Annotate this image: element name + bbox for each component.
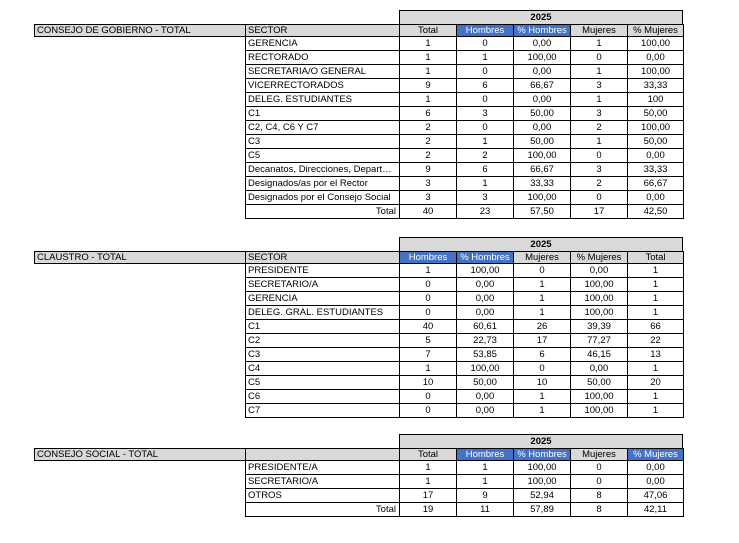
- section-title: CONSEJO SOCIAL - TOTAL: [34, 448, 245, 461]
- value-cell[interactable]: 1: [513, 278, 570, 292]
- table-row[interactable]: [245, 79, 684, 93]
- total-value-cell[interactable]: 42,11: [627, 503, 684, 517]
- value-cell[interactable]: 2: [399, 149, 456, 163]
- total-value-cell[interactable]: 19: [399, 503, 456, 517]
- value-cell[interactable]: 0: [456, 37, 513, 51]
- value-cell[interactable]: 1: [570, 135, 627, 149]
- value-cell[interactable]: 3: [456, 191, 513, 205]
- value-cell[interactable]: 1: [399, 37, 456, 51]
- value-cell[interactable]: 0,00: [570, 362, 627, 376]
- sector-cell[interactable]: C5: [245, 376, 399, 390]
- value-cell[interactable]: 100,00: [570, 404, 627, 418]
- value-cell[interactable]: 1: [456, 135, 513, 149]
- value-cell[interactable]: 100,00: [570, 306, 627, 320]
- value-cell[interactable]: 66,67: [513, 79, 570, 93]
- table-row[interactable]: [245, 306, 684, 320]
- total-value-cell[interactable]: 8: [570, 503, 627, 517]
- value-cell[interactable]: 10: [399, 376, 456, 390]
- sector-cell[interactable]: Designados/as por el Rector: [245, 177, 399, 191]
- value-cell[interactable]: 6: [456, 163, 513, 177]
- column-header: % Hombres: [513, 448, 570, 461]
- value-cell[interactable]: 100,00: [627, 121, 684, 135]
- value-cell[interactable]: 1: [627, 278, 684, 292]
- table-row[interactable]: [245, 121, 684, 135]
- column-header: % Hombres: [513, 24, 570, 37]
- value-cell[interactable]: 1: [399, 362, 456, 376]
- value-cell[interactable]: 0,00: [513, 37, 570, 51]
- table-row[interactable]: [245, 475, 684, 489]
- sector-cell[interactable]: DELEG. ESTUDIANTES: [245, 93, 399, 107]
- sector-cell[interactable]: OTROS: [245, 489, 399, 503]
- total-value-cell[interactable]: 23: [456, 205, 513, 219]
- value-cell[interactable]: 0: [570, 51, 627, 65]
- value-cell[interactable]: 1: [627, 362, 684, 376]
- value-cell[interactable]: 0,00: [513, 65, 570, 79]
- sector-cell[interactable]: RECTORADO: [245, 51, 399, 65]
- header-row: [34, 251, 684, 264]
- sector-header: [245, 448, 399, 461]
- total-value-cell[interactable]: 17: [570, 205, 627, 219]
- table-row[interactable]: [245, 163, 684, 177]
- table-row[interactable]: [245, 278, 684, 292]
- total-label: Total: [245, 205, 399, 219]
- value-cell[interactable]: 100,00: [627, 65, 684, 79]
- column-header: Hombres: [399, 251, 456, 264]
- sector-cell[interactable]: C7: [245, 404, 399, 418]
- table-row[interactable]: [245, 264, 684, 278]
- value-cell[interactable]: 100,00: [456, 264, 513, 278]
- value-cell[interactable]: 0: [399, 404, 456, 418]
- value-cell[interactable]: 17: [513, 334, 570, 348]
- sector-cell[interactable]: C2: [245, 334, 399, 348]
- column-header: % Mujeres: [627, 448, 684, 461]
- value-cell[interactable]: 0,00: [513, 121, 570, 135]
- value-cell[interactable]: 2: [399, 135, 456, 149]
- value-cell[interactable]: 40: [399, 320, 456, 334]
- section-title: CLAUSTRO - TOTAL: [34, 251, 245, 264]
- year-header: 2025: [399, 434, 683, 448]
- value-cell[interactable]: 20: [627, 376, 684, 390]
- value-cell[interactable]: 39,39: [570, 320, 627, 334]
- value-cell[interactable]: 0: [399, 306, 456, 320]
- table-row[interactable]: [245, 362, 684, 376]
- value-cell[interactable]: 0: [570, 461, 627, 475]
- value-cell[interactable]: 60,61: [456, 320, 513, 334]
- value-cell[interactable]: 13: [627, 348, 684, 362]
- value-cell[interactable]: 33,33: [513, 177, 570, 191]
- value-cell[interactable]: 100,00: [570, 292, 627, 306]
- value-cell[interactable]: 1: [399, 51, 456, 65]
- value-cell[interactable]: 3: [570, 163, 627, 177]
- value-cell[interactable]: 47,06: [627, 489, 684, 503]
- value-cell[interactable]: 1: [399, 461, 456, 475]
- value-cell[interactable]: 3: [570, 79, 627, 93]
- column-header: Hombres: [456, 24, 513, 37]
- sector-cell[interactable]: C2, C4, C6 Y C7: [245, 121, 399, 135]
- section-title: CONSEJO DE GOBIERNO - TOTAL: [34, 24, 245, 37]
- column-header: % Hombres: [456, 251, 513, 264]
- value-cell[interactable]: 22,73: [456, 334, 513, 348]
- sector-cell[interactable]: PRESIDENTE: [245, 264, 399, 278]
- column-header: % Mujeres: [627, 24, 684, 37]
- value-cell[interactable]: 100,00: [627, 37, 684, 51]
- value-cell[interactable]: 0: [456, 121, 513, 135]
- sector-header: SECTOR: [245, 251, 399, 264]
- value-cell[interactable]: 1: [456, 51, 513, 65]
- value-cell[interactable]: 8: [570, 489, 627, 503]
- table-row[interactable]: [245, 191, 684, 205]
- column-header: Mujeres: [570, 24, 627, 37]
- sector-cell[interactable]: SECRETARIO/A: [245, 278, 399, 292]
- value-cell[interactable]: 17: [399, 489, 456, 503]
- total-row[interactable]: [245, 503, 684, 517]
- total-value-cell[interactable]: 11: [456, 503, 513, 517]
- table-row[interactable]: [245, 51, 684, 65]
- value-cell[interactable]: 0,00: [570, 264, 627, 278]
- value-cell[interactable]: 100,00: [513, 149, 570, 163]
- total-value-cell[interactable]: 40: [399, 205, 456, 219]
- value-cell[interactable]: 50,00: [627, 135, 684, 149]
- value-cell[interactable]: 46,15: [570, 348, 627, 362]
- sector-cell[interactable]: GERENCIA: [245, 292, 399, 306]
- value-cell[interactable]: 0,00: [627, 475, 684, 489]
- value-cell[interactable]: 1: [570, 65, 627, 79]
- value-cell[interactable]: 6: [513, 348, 570, 362]
- sector-cell[interactable]: C1: [245, 107, 399, 121]
- value-cell[interactable]: 50,00: [513, 107, 570, 121]
- header-row: [34, 24, 684, 37]
- total-value-cell[interactable]: 57,50: [513, 205, 570, 219]
- column-header: Mujeres: [513, 251, 570, 264]
- value-cell[interactable]: 33,33: [627, 163, 684, 177]
- value-cell[interactable]: 77,27: [570, 334, 627, 348]
- sector-cell[interactable]: C6: [245, 390, 399, 404]
- value-cell[interactable]: 1: [456, 475, 513, 489]
- table-row[interactable]: [245, 107, 684, 121]
- value-cell[interactable]: 1: [513, 390, 570, 404]
- value-cell[interactable]: 0,00: [456, 278, 513, 292]
- column-header: Hombres: [456, 448, 513, 461]
- value-cell[interactable]: 3: [570, 107, 627, 121]
- value-cell[interactable]: 66,67: [513, 163, 570, 177]
- sector-cell[interactable]: C4: [245, 362, 399, 376]
- sector-cell[interactable]: C3: [245, 135, 399, 149]
- value-cell[interactable]: 0,00: [513, 93, 570, 107]
- value-cell[interactable]: 33,33: [627, 79, 684, 93]
- value-cell[interactable]: 1: [627, 264, 684, 278]
- value-cell[interactable]: 1: [456, 461, 513, 475]
- table-row[interactable]: [245, 93, 684, 107]
- table-row[interactable]: [245, 461, 684, 475]
- value-cell[interactable]: 0,00: [627, 461, 684, 475]
- value-cell[interactable]: 0,00: [627, 191, 684, 205]
- value-cell[interactable]: 0,00: [456, 306, 513, 320]
- sector-cell[interactable]: Designados por el Consejo Social: [245, 191, 399, 205]
- value-cell[interactable]: 0: [456, 65, 513, 79]
- sector-cell[interactable]: GERENCIA: [245, 37, 399, 51]
- value-cell[interactable]: 100,00: [513, 51, 570, 65]
- value-cell[interactable]: 2: [570, 121, 627, 135]
- sector-cell[interactable]: DELEG. GRAL. ESTUDIANTES: [245, 306, 399, 320]
- column-header: Total: [399, 24, 456, 37]
- table-row[interactable]: [245, 37, 684, 51]
- sector-cell[interactable]: SECRETARIA/O GENERAL: [245, 65, 399, 79]
- value-cell[interactable]: 6: [456, 79, 513, 93]
- sector-cell[interactable]: SECRETARIO/A: [245, 475, 399, 489]
- year-header: 2025: [399, 237, 683, 251]
- value-cell[interactable]: 0: [456, 93, 513, 107]
- value-cell[interactable]: 26: [513, 320, 570, 334]
- value-cell[interactable]: 52,94: [513, 489, 570, 503]
- column-header: % Mujeres: [570, 251, 627, 264]
- value-cell[interactable]: 100,00: [513, 191, 570, 205]
- table-row[interactable]: [245, 292, 684, 306]
- table-row[interactable]: [245, 376, 684, 390]
- total-label: Total: [245, 503, 399, 517]
- column-header: Total: [627, 251, 684, 264]
- sector-cell[interactable]: C3: [245, 348, 399, 362]
- value-cell[interactable]: 0: [570, 475, 627, 489]
- value-cell[interactable]: 0: [570, 191, 627, 205]
- value-cell[interactable]: 0,00: [456, 292, 513, 306]
- table-row[interactable]: [245, 65, 684, 79]
- value-cell[interactable]: 66: [627, 320, 684, 334]
- table-row[interactable]: [245, 135, 684, 149]
- table-row[interactable]: [245, 390, 684, 404]
- value-cell[interactable]: 9: [456, 489, 513, 503]
- value-cell[interactable]: 1: [399, 65, 456, 79]
- value-cell[interactable]: 10: [513, 376, 570, 390]
- value-cell[interactable]: 1: [627, 306, 684, 320]
- value-cell[interactable]: 0,00: [456, 404, 513, 418]
- value-cell[interactable]: 100,00: [456, 362, 513, 376]
- value-cell[interactable]: 6: [399, 107, 456, 121]
- value-cell[interactable]: 0: [513, 264, 570, 278]
- value-cell[interactable]: 2: [570, 177, 627, 191]
- value-cell[interactable]: 1: [456, 177, 513, 191]
- value-cell[interactable]: 0: [399, 292, 456, 306]
- value-cell[interactable]: 3: [399, 177, 456, 191]
- value-cell[interactable]: 2: [399, 121, 456, 135]
- value-cell[interactable]: 3: [399, 191, 456, 205]
- sector-cell[interactable]: C5: [245, 149, 399, 163]
- value-cell[interactable]: 0,00: [456, 390, 513, 404]
- sector-cell[interactable]: Decanatos, Direcciones, Depart…: [245, 163, 399, 177]
- table-row[interactable]: [245, 149, 684, 163]
- value-cell[interactable]: 1: [627, 292, 684, 306]
- value-cell[interactable]: 9: [399, 163, 456, 177]
- table-row[interactable]: [245, 334, 684, 348]
- value-cell[interactable]: 50,00: [456, 376, 513, 390]
- value-cell[interactable]: 3: [456, 107, 513, 121]
- value-cell[interactable]: 50,00: [513, 135, 570, 149]
- value-cell[interactable]: 0: [513, 362, 570, 376]
- total-value-cell[interactable]: 42,50: [627, 205, 684, 219]
- value-cell[interactable]: 100,00: [513, 475, 570, 489]
- column-header: Total: [399, 448, 456, 461]
- sector-cell[interactable]: C1: [245, 320, 399, 334]
- value-cell[interactable]: 1: [513, 306, 570, 320]
- value-cell[interactable]: 1: [399, 264, 456, 278]
- sector-header: SECTOR: [245, 24, 399, 37]
- total-row[interactable]: [245, 205, 684, 219]
- value-cell[interactable]: 1: [399, 93, 456, 107]
- value-cell[interactable]: 1: [399, 475, 456, 489]
- value-cell[interactable]: 1: [513, 292, 570, 306]
- value-cell[interactable]: 100,00: [513, 461, 570, 475]
- value-cell[interactable]: 22: [627, 334, 684, 348]
- column-header: Mujeres: [570, 448, 627, 461]
- value-cell[interactable]: 1: [570, 37, 627, 51]
- header-row: [34, 448, 684, 461]
- sector-cell[interactable]: VICERRECTORADOS: [245, 79, 399, 93]
- value-cell[interactable]: 1: [627, 404, 684, 418]
- table-row[interactable]: [245, 404, 684, 418]
- value-cell[interactable]: 50,00: [627, 107, 684, 121]
- value-cell[interactable]: 66,67: [627, 177, 684, 191]
- value-cell[interactable]: 0: [399, 278, 456, 292]
- value-cell[interactable]: 100: [627, 93, 684, 107]
- value-cell[interactable]: 0,00: [627, 149, 684, 163]
- value-cell[interactable]: 5: [399, 334, 456, 348]
- sector-cell[interactable]: PRESIDENTE/A: [245, 461, 399, 475]
- value-cell[interactable]: 1: [627, 390, 684, 404]
- value-cell[interactable]: 7: [399, 348, 456, 362]
- value-cell[interactable]: 53,85: [456, 348, 513, 362]
- table-row[interactable]: [245, 348, 684, 362]
- value-cell[interactable]: 0: [399, 390, 456, 404]
- value-cell[interactable]: 2: [456, 149, 513, 163]
- value-cell[interactable]: 1: [513, 404, 570, 418]
- table-row[interactable]: [245, 489, 684, 503]
- value-cell[interactable]: 100,00: [570, 278, 627, 292]
- table-row[interactable]: [245, 177, 684, 191]
- value-cell[interactable]: 0,00: [627, 51, 684, 65]
- value-cell[interactable]: 50,00: [570, 376, 627, 390]
- value-cell[interactable]: 0: [570, 149, 627, 163]
- table-row[interactable]: [245, 320, 684, 334]
- year-header: 2025: [399, 10, 683, 24]
- value-cell[interactable]: 100,00: [570, 390, 627, 404]
- value-cell[interactable]: 1: [570, 93, 627, 107]
- total-value-cell[interactable]: 57,89: [513, 503, 570, 517]
- value-cell[interactable]: 9: [399, 79, 456, 93]
